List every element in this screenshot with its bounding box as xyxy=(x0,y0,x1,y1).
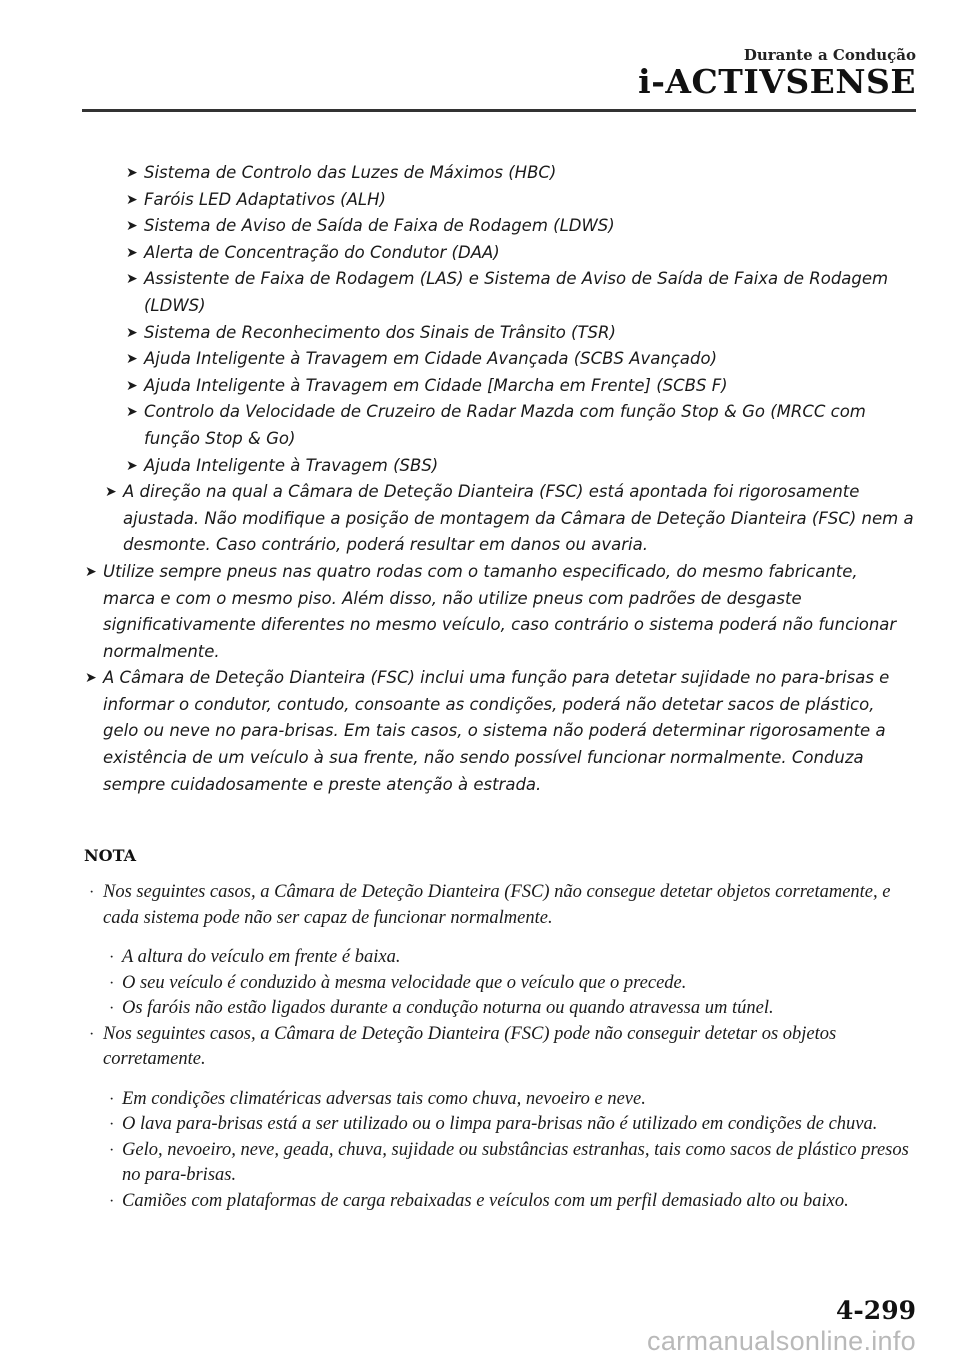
warning-item xyxy=(0,373,960,400)
nota-text: Os faróis não estão ligados durante a condução noturna ou quando atravessa um túnel. xyxy=(122,998,774,1018)
arrow-bullet-icon: ➤ xyxy=(126,457,138,474)
arrow-bullet-icon: ➤ xyxy=(126,351,138,368)
page-number: 4-299 xyxy=(836,1296,916,1325)
warning-item xyxy=(0,187,960,214)
site-watermark: carmanualsonline.info xyxy=(647,1326,916,1356)
nota-subitem xyxy=(0,1112,960,1138)
arrow-bullet-icon: ➤ xyxy=(126,271,138,288)
arrow-bullet-icon: ➤ xyxy=(126,324,138,341)
warning-text: A direção na qual a Câmara de Deteção Dianteira (FSC) está apontada foi rigorosamente ajustada. Não modifique a posição de montagem da Câmara de Deteção Dianteira (FSC) nem a desmonte. Caso contrário, poderá resultar em danos ou avaria. xyxy=(123,482,914,555)
arrow-bullet-icon: ➤ xyxy=(126,218,138,235)
warning-item xyxy=(0,160,960,187)
warning-item xyxy=(0,399,960,452)
nota-item xyxy=(0,1022,960,1073)
warning-text: Ajuda Inteligente à Travagem em Cidade [Marcha em Frente] (SCBS F) xyxy=(144,375,728,395)
warning-item xyxy=(0,266,960,319)
warning-text: Ajuda Inteligente à Travagem (SBS) xyxy=(144,455,439,475)
nota-subitem xyxy=(0,1189,960,1215)
nota-subitem xyxy=(0,1138,960,1189)
nota-subitem xyxy=(0,945,960,971)
warning-text: Assistente de Faixa de Rodagem (LAS) e Sistema de Aviso de Saída de Faixa de Rodagem (LDWS) xyxy=(144,269,889,315)
nota-text: O lava para-brisas está a ser utilizado ou o limpa para-brisas não é utilizado em condições de chuva. xyxy=(122,1114,878,1134)
dot-bullet-icon: · xyxy=(109,949,115,966)
nota-item xyxy=(0,880,960,931)
warning-text: A Câmara de Deteção Dianteira (FSC) inclui uma função para detetar sujidade no para-brisas e informar o condutor, contudo, consoante as condições, poderá não detetar sacos de plástico, gelo ou neve no para-brisas. Em tais casos, o sistema não poderá determinar rigorosamente a existência de um veículo à sua frente, não sendo possível funcionar normalmente. Conduza sempre cuidadosamente e preste atenção à estrada. xyxy=(103,668,890,794)
warning-item xyxy=(0,479,960,559)
warning-item xyxy=(0,240,960,267)
dot-bullet-icon: · xyxy=(109,1192,115,1210)
nota-subitem xyxy=(0,1087,960,1113)
warning-text: Sistema de Controlo das Luzes de Máximos (HBC) xyxy=(144,163,557,182)
warning-item xyxy=(0,320,960,347)
warning-item xyxy=(0,559,960,665)
arrow-bullet-icon: ➤ xyxy=(105,484,117,501)
dot-bullet-icon: · xyxy=(109,974,115,992)
nota-subitem xyxy=(0,996,960,1022)
nota-text: A altura do veículo em frente é baixa. xyxy=(122,947,401,967)
arrow-bullet-icon: ➤ xyxy=(126,404,138,421)
nota-text: Nos seguintes casos, a Câmara de Deteção Dianteira (FSC) não consegue detetar objetos corretamente, e cada sistema pode não ser capaz de funcionar normalmente. xyxy=(103,882,891,928)
warning-text: Utilize sempre pneus nas quatro rodas com o tamanho especificado, do mesmo fabricante, marca e com o mesmo piso. Além disso, não utilize pneus com padrões de desgaste significativamente diferentes no mesmo veículo, caso contrário o sistema poderá não funcionar normalmente. xyxy=(103,561,897,661)
dot-bullet-icon: · xyxy=(109,1000,115,1017)
section-title: Durante a Condução xyxy=(743,46,916,64)
warning-text: Sistema de Reconhecimento dos Sinais de Trânsito (TSR) xyxy=(144,322,616,342)
header-divider xyxy=(82,109,916,112)
arrow-bullet-icon: ➤ xyxy=(126,165,138,181)
warning-text: Ajuda Inteligente à Travagem em Cidade Avançada (SCBS Avançado) xyxy=(144,349,718,369)
nota-text: Em condições climatéricas adversas tais como chuva, nevoeiro e neve. xyxy=(122,1088,646,1109)
dot-bullet-icon: · xyxy=(89,1025,95,1043)
warning-item xyxy=(0,665,960,798)
arrow-bullet-icon: ➤ xyxy=(85,670,97,687)
warning-text: Alerta de Concentração do Condutor (DAA) xyxy=(144,242,500,262)
arrow-bullet-icon: ➤ xyxy=(126,377,138,394)
warning-text: Sistema de Aviso de Saída de Faixa de Rodagem (LDWS) xyxy=(144,216,615,236)
warning-item xyxy=(0,346,960,373)
dot-bullet-icon: · xyxy=(89,884,95,901)
nota-text: Camiões com plataformas de carga rebaixadas e veículos com um perfil demasiado alto ou baixo. xyxy=(122,1190,849,1211)
nota-subitem xyxy=(0,971,960,997)
warning-item xyxy=(0,213,960,240)
nota-text: Gelo, nevoeiro, neve, geada, chuva, sujidade ou substâncias estranhas, tais como sacos de plástico presos no para-brisas. xyxy=(122,1139,909,1185)
dot-bullet-icon: · xyxy=(109,1116,115,1133)
nota-list xyxy=(0,880,960,1214)
nota-text: O seu veículo é conduzido à mesma velocidade que o veículo que o precede. xyxy=(122,972,687,993)
arrow-bullet-icon: ➤ xyxy=(85,563,97,580)
warning-item xyxy=(0,453,960,480)
arrow-bullet-icon: ➤ xyxy=(126,244,138,261)
warning-text: Controlo da Velocidade de Cruzeiro de Radar Mazda com função Stop & Go (MRCC com função Stop & Go) xyxy=(144,402,866,448)
chapter-title: i-ACTIVSENSE xyxy=(638,62,916,101)
dot-bullet-icon: · xyxy=(109,1141,115,1159)
dot-bullet-icon: · xyxy=(109,1090,115,1108)
warning-text: Faróis LED Adaptativos (ALH) xyxy=(144,189,386,209)
arrow-bullet-icon: ➤ xyxy=(126,191,138,208)
nota-heading: NOTA xyxy=(84,846,137,865)
warning-list xyxy=(0,160,960,798)
nota-text: Nos seguintes casos, a Câmara de Deteção Dianteira (FSC) pode não conseguir detetar os objetos corretamente. xyxy=(103,1023,837,1069)
